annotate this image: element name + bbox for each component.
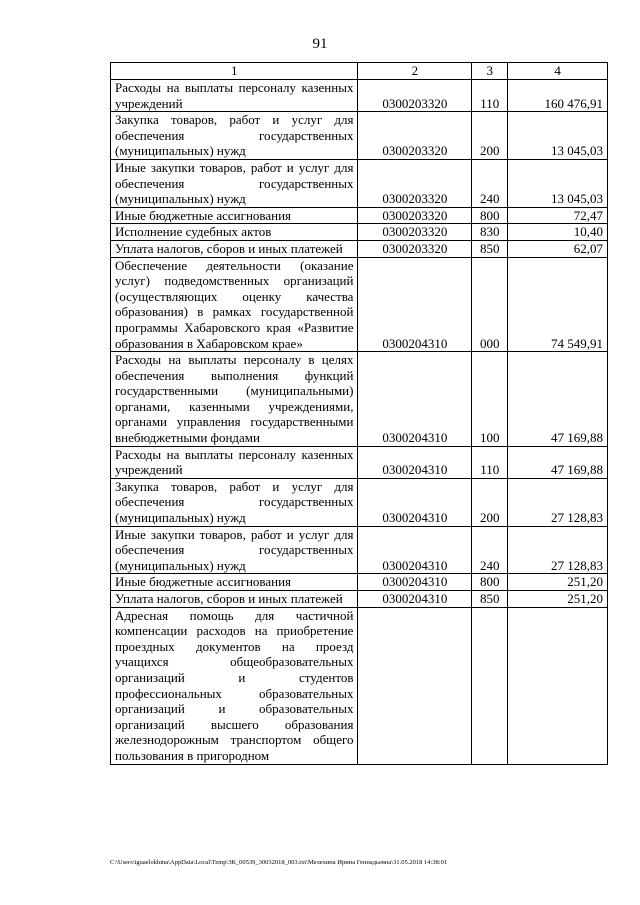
table-row [111, 240, 608, 257]
row-name: Иные бюджетные ассигнования [111, 207, 358, 224]
row-name: Иные закупки товаров, работ и услуг для обеспечения государственных (муниципальных) нужд [111, 159, 358, 207]
row-vr: 000 [472, 257, 508, 352]
row-amount: 251,20 [508, 574, 608, 591]
row-code: 0300204310 [358, 526, 472, 574]
row-name: Закупка товаров, работ и услуг для обеспечения государственных (муниципальных) нужд [111, 112, 358, 160]
row-amount: 47 169,88 [508, 352, 608, 447]
table-row [111, 574, 608, 591]
table-row [111, 80, 608, 112]
row-code: 0300203320 [358, 207, 472, 224]
row-name: Расходы на выплаты персоналу казенных учреждений [111, 446, 358, 478]
row-name: Расходы на выплаты персоналу в целях обеспечения выполнения функций государственными (муниципальными) органами, казенными учреждениями, органами управления государственными внебюджетными фондами [111, 352, 358, 447]
column-header-amount: 4 [508, 63, 608, 80]
row-vr: 850 [472, 591, 508, 608]
row-amount: 62,07 [508, 240, 608, 257]
row-name: Уплата налогов, сборов и иных платежей [111, 240, 358, 257]
row-amount: 27 128,83 [508, 478, 608, 526]
row-code: 0300204310 [358, 257, 472, 352]
row-vr: 200 [472, 478, 508, 526]
row-code: 0300204310 [358, 478, 472, 526]
table-row [111, 526, 608, 574]
row-amount: 27 128,83 [508, 526, 608, 574]
row-name: Иные закупки товаров, работ и услуг для обеспечения государственных (муниципальных) нужд [111, 526, 358, 574]
table-row [111, 478, 608, 526]
table-row [111, 257, 608, 352]
table-row [111, 446, 608, 478]
row-name: Расходы на выплаты персоналу казенных учреждений [111, 80, 358, 112]
row-amount: 251,20 [508, 591, 608, 608]
table-row [111, 207, 608, 224]
table-row [111, 159, 608, 207]
row-amount: 72,47 [508, 207, 608, 224]
row-vr: 240 [472, 159, 508, 207]
table-row [111, 591, 608, 608]
row-vr: 110 [472, 446, 508, 478]
budget-table [110, 62, 608, 765]
column-header-name: 1 [111, 63, 358, 80]
row-code: 0300204310 [358, 352, 472, 447]
row-name: Обеспечение деятельности (оказание услуг) подведомственных организаций (осуществляющих оценку качества образования) в рамках государственной программы Хабаровского края «Развитие образования в Хабаровском крае» [111, 257, 358, 352]
row-code: 0300203320 [358, 112, 472, 160]
row-name: Иные бюджетные ассигнования [111, 574, 358, 591]
row-code: 0300204310 [358, 574, 472, 591]
table-row [111, 224, 608, 241]
row-amount [508, 607, 608, 764]
row-vr: 800 [472, 207, 508, 224]
table-header-row [111, 63, 608, 80]
column-header-code: 2 [358, 63, 472, 80]
row-name: Исполнение судебных актов [111, 224, 358, 241]
table-row [111, 352, 608, 447]
row-vr: 200 [472, 112, 508, 160]
page-number: 91 [312, 36, 328, 52]
row-code: 0300203320 [358, 80, 472, 112]
row-amount: 13 045,03 [508, 159, 608, 207]
row-vr: 110 [472, 80, 508, 112]
column-header-vr: 3 [472, 63, 508, 80]
row-code: 0300203320 [358, 224, 472, 241]
row-name: Уплата налогов, сборов и иных платежей [111, 591, 358, 608]
table-row [111, 112, 608, 160]
row-name: Закупка товаров, работ и услуг для обеспечения государственных (муниципальных) нужд [111, 478, 358, 526]
row-vr: 800 [472, 574, 508, 591]
row-code: 0300204310 [358, 446, 472, 478]
row-amount: 47 169,88 [508, 446, 608, 478]
row-amount: 10,40 [508, 224, 608, 241]
row-vr: 240 [472, 526, 508, 574]
footer-file-path: C:\Users\iguaelokhina\AppData\Local\Temp\ЗК_00539_30032018_003.txt\Мелехина Ирина Геннадьевна\31.05.2018 14:38:01 [110, 859, 448, 866]
row-code: 0300203320 [358, 159, 472, 207]
table-body [111, 80, 608, 765]
row-code [358, 607, 472, 764]
table-row [111, 607, 608, 764]
row-amount: 74 549,91 [508, 257, 608, 352]
row-name: Адресная помощь для частичной компенсации расходов на приобретение проездных документов на проезд учащихся общеобразовательных организаций и студентов профессиональных образовательных организаций и образовательных организаций высшего образования железнодорожным транспортом общего пользования в пригородном [111, 607, 358, 764]
row-amount: 13 045,03 [508, 112, 608, 160]
row-vr: 850 [472, 240, 508, 257]
row-code: 0300204310 [358, 591, 472, 608]
row-amount: 160 476,91 [508, 80, 608, 112]
row-vr: 100 [472, 352, 508, 447]
row-vr: 830 [472, 224, 508, 241]
row-code: 0300203320 [358, 240, 472, 257]
row-vr [472, 607, 508, 764]
